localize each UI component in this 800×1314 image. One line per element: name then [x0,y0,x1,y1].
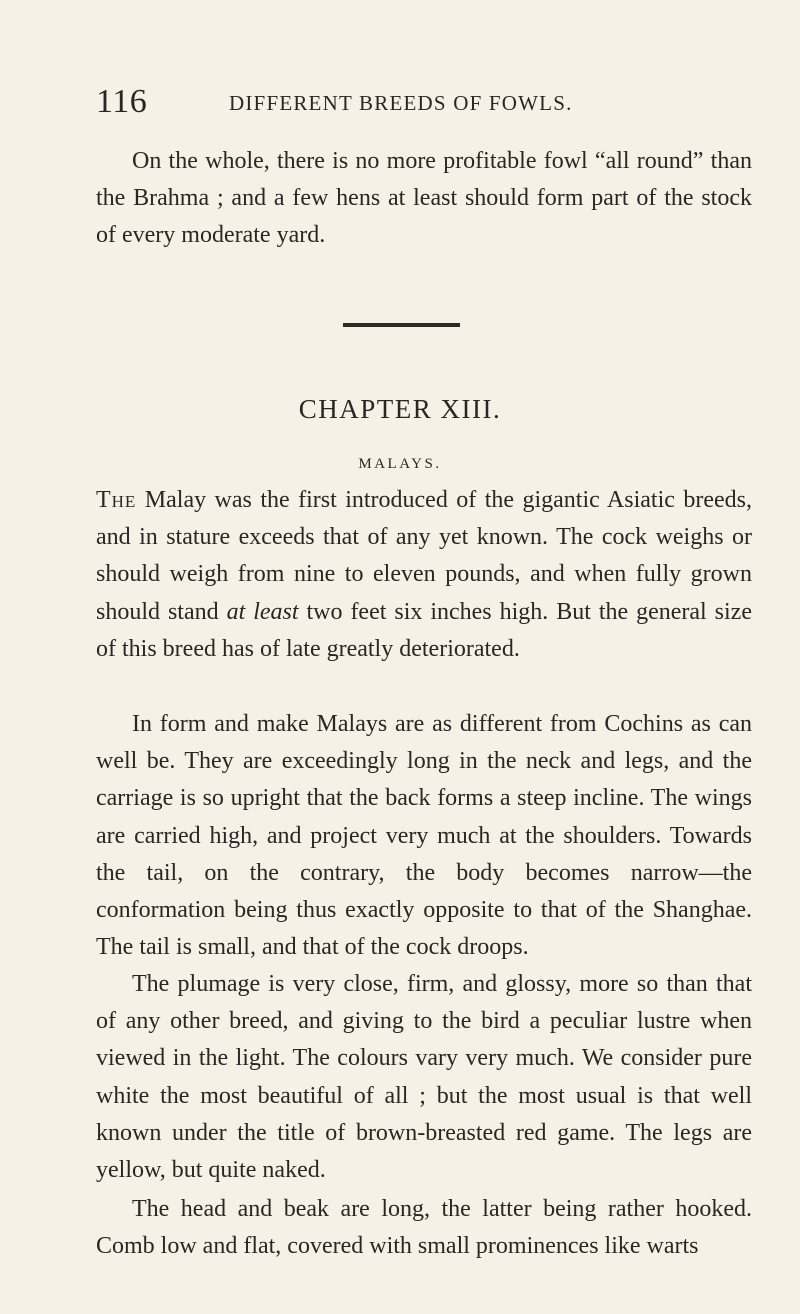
chapter-subtitle: MALAYS. [358,456,442,472]
running-head: DIFFERENT BREEDS OF FOWLS. [229,91,573,115]
intro-paragraph: On the whole, there is no more profitable fowl “all round” than the Brahma ; and a few hens at least should form part of the stock of every moderate yard. [96,148,752,249]
paragraph-1 [96,482,752,668]
chapter-title: CHAPTER XIII. [298,394,502,424]
paragraph-1-text-b: two feet six inches high. But the general size of this breed has of late greatly deteriorated. [96,598,752,662]
page-number: 116 [96,83,148,120]
paragraph-1-text-a: Malay was the first introduced of the gigantic Asiatic breeds, and in stature exceeds that of any yet known. The cock weighs or should weigh from nine to eleven pounds, and when fully grown should stand [96,487,752,625]
paragraph-1-lead-word: The [96,487,137,513]
paragraph-2: In form and make Malays are as different from Cochins as can well be. They are exceedingly long in the neck and legs, and the carriage is so upright that the back forms a steep incline. The wings are carried high, and project very much at the shoulders. Towards the tail, on the contrary, the body becomes narrow—the conformation being thus exactly opposite to that of the Shanghae. The tail is small, and that of the cock droops. [96,711,752,961]
page-header [96,82,746,122]
paragraph-1-emphasis: at least [226,598,299,625]
paragraph-3: The plumage is very close, firm, and glossy, more so than that of any other breed, and giving to the bird a peculiar lustre when viewed in the light. The colours vary very much. We consider pure white the most beautiful of all ; but the most usual is that well known under the title of brown-breasted red game. The legs are yellow, but quite naked. [96,971,752,1184]
chapter-divider-rule [343,323,460,327]
paragraph-4: The head and beak are long, the latter being rather hooked. Comb low and flat, covered with small prominences like warts [96,1196,752,1260]
